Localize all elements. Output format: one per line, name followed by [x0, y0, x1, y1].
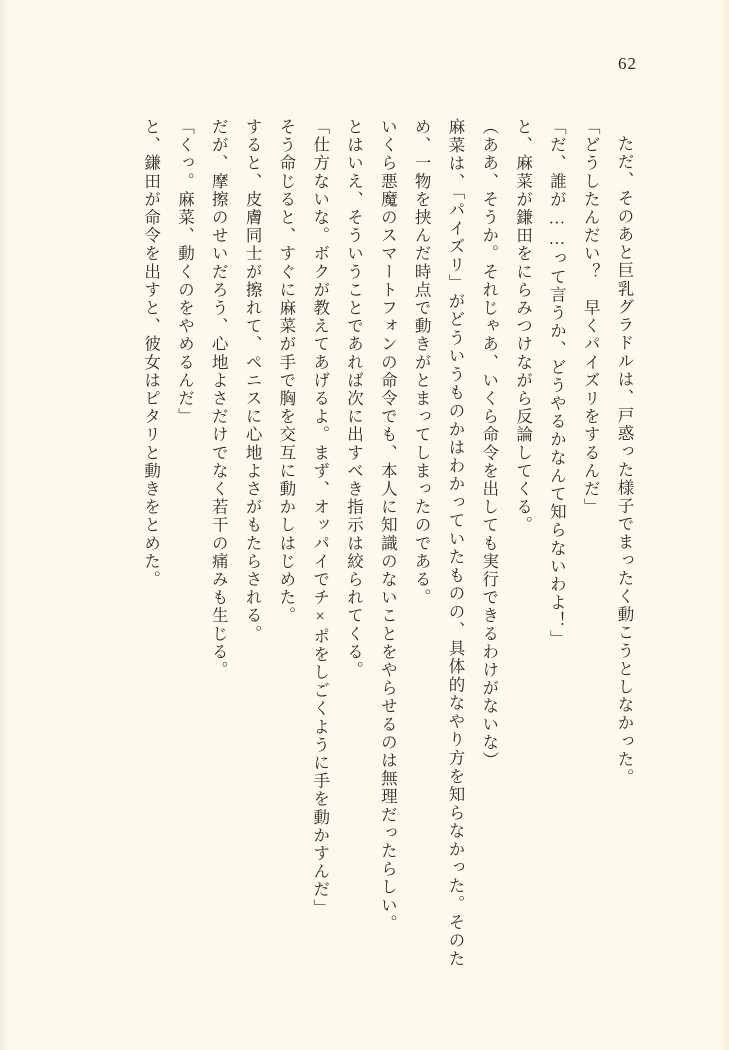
paragraph: すると、皮膚同士が擦れて、ペニスに心地よさがもたらされる。 [243, 118, 263, 643]
paragraph: とはいえ、そういうことであれば次に出すべき指示は絞られてくる。 [344, 118, 364, 680]
paragraph: いくら悪魔のスマートフォンの命令でも、本人に知識のないことをやらせるのは無理だったらしい。 [378, 118, 398, 933]
paragraph: 麻菜は、「パイズリ」がどういうものかはわかっていたものの、具体的なやり方を知らなかった。そのため、一物を挟んだ時点で動きがとまってしまったのである。 [412, 118, 465, 968]
paragraph: だが、摩擦のせいだろう、心地よさだけでなく若干の痛みも生じる。 [209, 118, 229, 680]
paragraph: そう命じると、すぐに麻菜が手で胸を交互に動かしはじめた。 [276, 118, 296, 625]
paragraph: と、麻菜が鎌田をにらみつけながら反論してくる。 [513, 118, 533, 535]
paragraph: と、鎌田が命令を出すと、彼女はピタリと動きをとめた。 [141, 118, 161, 589]
paragraph: 「どうしたんだい？ 早くパイズリをするんだ」 [581, 118, 601, 517]
paragraph: 「仕方ないな。ボクが教えてあげるよ。まず、オッパイでチ×ポをしごくように手を動かすんだ」 [310, 118, 330, 917]
page-body-text [88, 118, 641, 968]
paragraph: 「だ、誰が……って言うか、どうやるかなんて知らないわよ！」 [547, 118, 567, 648]
paragraph: 「くっ。麻菜、動くのをやめるんだ」 [175, 118, 195, 426]
paragraph: ただ、そのあと巨乳グラドルは、戸惑った様子でまったく動こうとしなかった。 [615, 134, 634, 787]
page-number: 62 [618, 54, 637, 73]
paragraph: （ああ、そうか。それじゃあ、いくら命令を出しても実行できるわけがないな） [479, 118, 499, 770]
